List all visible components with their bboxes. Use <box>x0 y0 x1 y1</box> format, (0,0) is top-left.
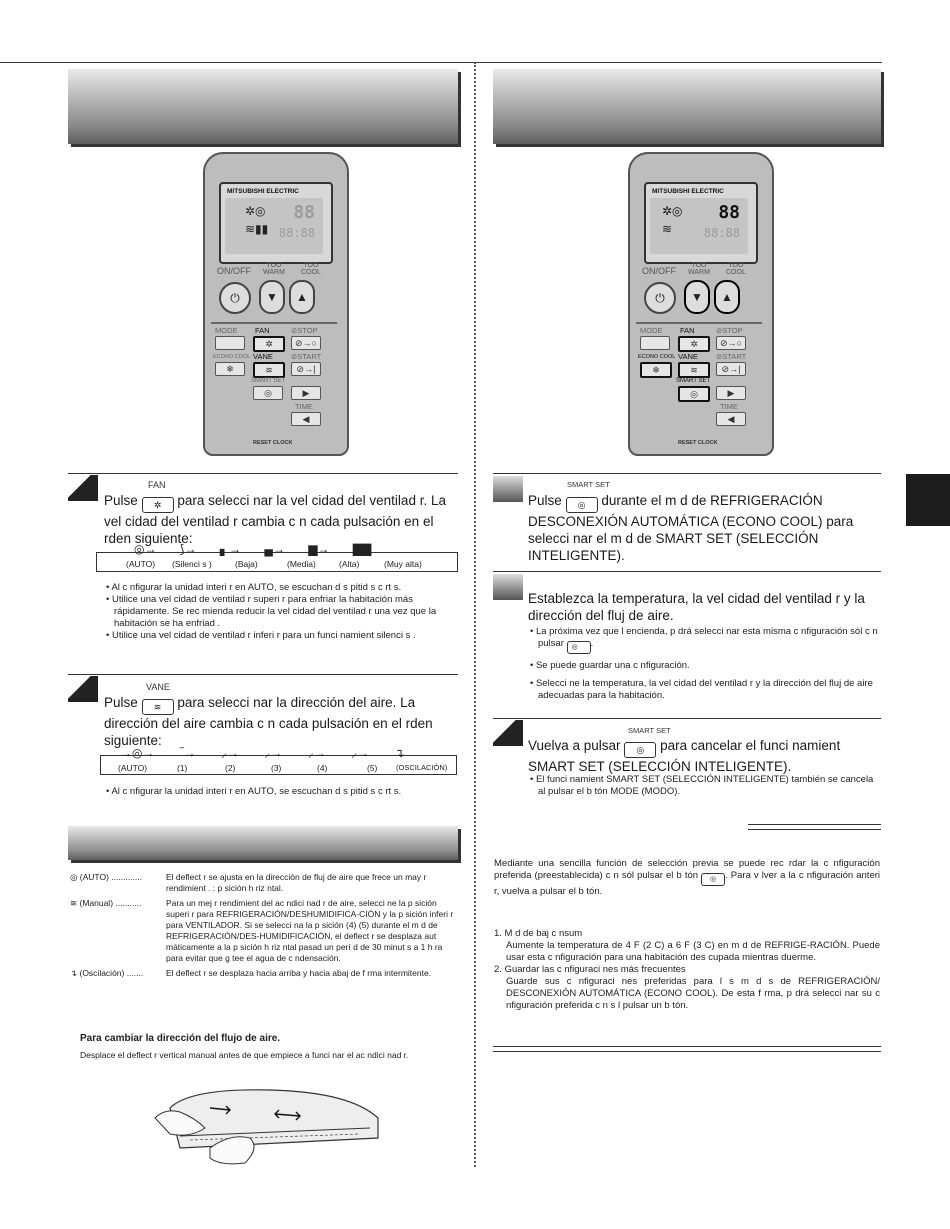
smart-set-button[interactable]: ◎ <box>678 386 710 402</box>
info-text: Mediante una sencilla función de selección previa se puede rec rdar la c nfiguración preferida (preestablecida) c n sól pulsar el b tón ◎ . Para v lver a la c nfiguración anteri r, vuelva a pulsar el b tón. <box>494 858 880 897</box>
remote-brand: MITSUBISHI ELECTRIC <box>227 188 299 195</box>
r-step1-text <box>528 492 878 564</box>
stop-label: ⊘STOP <box>716 326 743 335</box>
fan-key-icon: ✲ <box>142 497 174 513</box>
temp-down-button[interactable]: ▼ <box>684 280 710 314</box>
mode-label: MODE <box>640 326 663 335</box>
r-step2-rule <box>493 571 881 572</box>
column-divider <box>474 62 476 1167</box>
stop-label: ⊘STOP <box>291 326 318 335</box>
step2-notes <box>104 786 454 798</box>
too-warm-label: TOO WARM <box>688 262 710 276</box>
lcd-screen <box>650 198 748 254</box>
fan-button[interactable]: ✲ <box>253 336 285 352</box>
start-button[interactable]: ⊘→| <box>291 362 321 376</box>
info-list-body: Guarde sus c nfiguraci nes preferidas para l s m d s de REFRIGERACIÓN/ DESCONEXIÓN AUTOMÁTICA (ECONO COOL). De esta f rma, p drá seleccі nar su c nfiguración preferida c n s l pulsar un b tón. <box>506 976 880 1011</box>
fan-seq-3: (Baja) <box>235 559 258 569</box>
r-step3-note: • El funci namient SMART SET (SELECCIÓN INTELIGENTE) también se cancela al pulsar el b tón MODE (MODO). <box>530 774 874 797</box>
temp-up-button[interactable]: ▲ <box>289 280 315 314</box>
smart-set-label: SMART SET <box>251 378 286 384</box>
smart-set-key-icon: ◎ <box>701 873 725 886</box>
time-forward-button[interactable]: ▶ <box>716 386 746 400</box>
remote-control-left <box>203 152 349 456</box>
r-step1-marker <box>493 476 523 502</box>
airflow-illustration <box>150 1078 380 1168</box>
reset-clock-label: RESET CLOCK <box>678 440 718 446</box>
r-step2-note: • Se puede guardar una c nfiguración. <box>530 660 690 671</box>
reset-clock-label: RESET CLOCK <box>253 440 293 446</box>
fan-label: FAN <box>255 326 270 335</box>
time-forward-button[interactable]: ▶ <box>291 386 321 400</box>
step2-pulse: Pulse <box>104 695 138 710</box>
info-list-body: Aumente la temperatura de 4 F (2 C) a 6 F (3 C) en m d de REFRIGE-RACIÓN. Puede usar esta c nfiguración para una habitación des cupada mientras duerme. <box>506 940 880 963</box>
fan-key-caption: FAN <box>148 480 166 490</box>
onoff-button[interactable]: ⏻ <box>219 282 251 314</box>
vane-desc-text: Para un mej r rendimient del ac ndici nad r de aire, selecci ne la p sición superi r para REFRIGERACIÓN/DESHUMIDIFICA-CIÓN y la p sición inferi r para VENTILADOR. Si se selecci na la p sición (4) (5) durante el m d de REFRIGERACIÓN/DES-HUMIDIFICACIÓN, el deflect r se desplaza aut máticamente a la p sición h riz ntal pasad un perí d de 30 minut s a 1 h ra para evitar que g tee el agua de c ndensación. <box>166 898 454 963</box>
vane-seq-4: (3) <box>271 763 282 773</box>
airflow-text: Desplace el deflect r vertical manual antes de que empiece a funci nar el ac ndici nad r. <box>80 1050 409 1060</box>
step1-note: • Utilice una vel cidad de ventilad r superi r para enfriar la habitación más rápidamente. Se rec mienda reducir la vel cidad del ventilad r una vez que la habitación se ha enfriad . <box>106 594 437 629</box>
stop-button[interactable]: ⊘→○ <box>716 336 746 350</box>
vane-icon: ≋ <box>662 222 673 236</box>
r-step2-note: • La próxima vez que l encienda, p drá selecci nar esta misma c nfiguración sól c n pulsar ◎ . <box>528 626 880 654</box>
stop-button[interactable]: ⊘→○ <box>291 336 321 350</box>
vane-key-icon: ≋ <box>142 699 174 715</box>
time-label: TIME <box>720 402 738 411</box>
remote-brand: MITSUBISHI ELECTRIC <box>652 188 724 195</box>
side-tab <box>906 474 950 526</box>
start-label: ⊘START <box>291 352 322 361</box>
onoff-button[interactable]: ⏻ <box>644 282 676 314</box>
smart-set-button[interactable]: ◎ <box>253 386 283 400</box>
info-rule <box>748 824 881 830</box>
fan-seq-6: (Muy alta) <box>384 559 422 569</box>
step2-note: • Al c nfigurar la unidad interi r en AUTO, se escuchan d s pitid s c rt s. <box>106 786 402 797</box>
fan-sequence-icons: ◎→ ⟆→ ▖→ ▄→ ▆→ ▇▇ <box>134 542 372 556</box>
lcd-screen <box>225 198 323 254</box>
fan-seq-4: (Media) <box>287 559 316 569</box>
vane-desc-manual <box>70 898 456 964</box>
remote-display <box>219 182 333 264</box>
step2-marker <box>68 676 98 702</box>
lcd-digits: 88 <box>293 202 315 223</box>
r-step2-notes <box>528 626 880 702</box>
econo-cool-label: ECONO COOL <box>638 354 676 360</box>
step2-text <box>104 694 460 749</box>
vane-desc-label: ≋ (Manual) ........... <box>70 898 142 908</box>
remote-lower-panel <box>211 322 337 442</box>
left-section-banner <box>68 826 458 860</box>
lcd-digits: 88 <box>718 202 740 223</box>
step1-marker <box>68 475 98 501</box>
fan-button[interactable]: ✲ <box>678 336 710 352</box>
r-step2-marker <box>493 574 523 600</box>
vane-button[interactable]: ≋ <box>678 362 710 378</box>
top-rule <box>0 62 882 63</box>
fan-seq-1: (AUTO) <box>126 559 156 569</box>
remote-display <box>644 182 758 264</box>
temp-up-button[interactable]: ▲ <box>714 280 740 314</box>
r-step1-body: durante el m d de REFRIGERACIÓN DESCONEXIÓN AUTOMÁTICA (ECONO COOL) para selecci nar el m d de SMART SET (SELECCIÓN INTELIGENTE). <box>528 493 854 563</box>
r-step1-pulse: Pulse <box>528 493 562 508</box>
econo-cool-button[interactable]: ❄ <box>215 362 245 376</box>
mode-button[interactable] <box>640 336 670 350</box>
too-cool-label: TOO COOL <box>301 262 321 276</box>
remote-lower-panel <box>636 322 762 442</box>
airflow-title: Para cambiar la dirección del flujo de aire. <box>80 1033 281 1044</box>
step2-body: para selecci nar la dirección del aire. La dirección del aire cambia c n cada pulsación en el rden siguiente: <box>104 695 433 748</box>
left-header-banner <box>68 69 458 144</box>
fan-label: FAN <box>680 326 695 335</box>
vane-desc-text: El deflect r se ajusta en la dirección de fluj de aire que frece un may r rendimient . : p sición h riz ntal. <box>166 872 427 893</box>
smart-set-key-icon: ◎ <box>566 497 598 513</box>
step1-rule <box>68 473 458 474</box>
info-list-head: 1. M d de baj c nsum <box>494 928 583 939</box>
step1-body: para selecci nar la vel cidad del ventilad r. La vel cidad del ventilad r cambia c n cada pulsación en el rden siguiente: <box>104 493 446 546</box>
mode-label: MODE <box>215 326 238 335</box>
fan-seq-5: (Alta) <box>339 559 360 569</box>
econo-cool-button[interactable]: ❄ <box>640 362 672 378</box>
r-step3-notes <box>528 774 880 798</box>
r-step3-marker <box>493 720 523 746</box>
time-back-button[interactable]: ◀ <box>716 412 746 426</box>
step1-text <box>104 492 460 547</box>
time-back-button[interactable]: ◀ <box>291 412 321 426</box>
lcd-time: 88:88 <box>703 226 740 240</box>
vane-desc-label: ◎ (AUTO) ............. <box>70 872 142 882</box>
vane-label: VANE <box>678 352 698 361</box>
econo-cool-label: ECONO COOL <box>213 354 251 360</box>
start-button[interactable]: ⊘→| <box>716 362 746 376</box>
vane-icon: ≋▮▮ <box>245 222 269 236</box>
time-label: TIME <box>295 402 313 411</box>
vane-seq-7: (OSCILACIÓN) <box>396 763 448 772</box>
step1-notes <box>104 582 454 642</box>
smart-set-key-icon: ◎ <box>624 742 656 758</box>
r-step3-text <box>528 737 878 775</box>
vane-desc-auto <box>70 872 456 894</box>
fan-speed-icon: ✲◎ <box>245 204 266 218</box>
step1-note: • Utilice una vel cidad de ventilad r inferi r para un funci namient silenci s . <box>106 630 416 641</box>
info-list <box>494 928 880 1012</box>
vane-seq-5: (4) <box>317 763 328 773</box>
start-label: ⊘START <box>716 352 747 361</box>
onoff-label: ON/OFF <box>217 266 251 276</box>
vane-desc-text: El deflect r se desplaza hacia arriba y hacia abaj de f rma intermitente. <box>166 968 432 978</box>
info-bottom-rule <box>493 1046 881 1052</box>
r-step3-rule <box>493 718 881 719</box>
smart-set-key-icon: ◎ <box>567 641 591 654</box>
vane-seq-6: (5) <box>367 763 378 773</box>
vane-button[interactable]: ≋ <box>253 362 285 378</box>
onoff-label: ON/OFF <box>642 266 676 276</box>
vane-label: VANE <box>253 352 273 361</box>
step1-pulse: Pulse <box>104 493 138 508</box>
fan-seq-2: (Silenci s ) <box>172 559 212 569</box>
r-step3-pulse: Vuelva a pulsar <box>528 738 621 753</box>
r-step3-body: para cancelar el funci namient SMART SET (SELECCIÓN INTELIGENTE). <box>528 738 841 774</box>
smart-set-key-caption: SMART SET <box>628 726 671 735</box>
step1-note: • Al c nfigurar la unidad interi r en AUTO, se escuchan d s pitid s c rt s. <box>106 582 402 593</box>
mode-button[interactable] <box>215 336 245 350</box>
too-cool-label: TOO COOL <box>726 262 746 276</box>
fan-speed-icon: ✲◎ <box>662 204 683 218</box>
remote-control-right <box>628 152 774 456</box>
vane-seq-3: (2) <box>225 763 236 773</box>
smart-set-label: SMART SET <box>676 378 711 384</box>
temp-down-button[interactable]: ▼ <box>259 280 285 314</box>
r-step2-note: • Selecci ne la temperatura, la vel cidad del ventilad r y la dirección del fluj de aire adecuadas para la habitación. <box>530 678 873 701</box>
right-header-banner <box>493 69 881 144</box>
vane-desc-label: ↴ (Oscilación) ....... <box>70 968 144 978</box>
vane-desc-swing <box>70 968 456 979</box>
lcd-time: 88:88 <box>278 226 315 240</box>
info-list-head: 2. Guardar las c nfiguraci nes más frecuentes <box>494 964 686 975</box>
vane-seq-1: (AUTO) <box>118 763 148 773</box>
vane-key-caption: VANE <box>146 682 170 692</box>
r-step1-rule <box>493 473 881 474</box>
vane-desc-list <box>70 872 456 979</box>
vane-sequence-icons: →◎→ ‾→ ⸝→ ⸝→ ⸝→ ⸝→ ↴ <box>120 746 405 760</box>
too-warm-label: TOO WARM <box>263 262 285 276</box>
vane-seq-2: (1) <box>177 763 188 773</box>
smart-set-key-caption: SMART SET <box>567 480 610 489</box>
step2-rule <box>68 674 458 675</box>
r-step2-text: Establezca la temperatura, la vel cidad del ventilad r y la dirección del fluj de aire. <box>528 591 865 623</box>
